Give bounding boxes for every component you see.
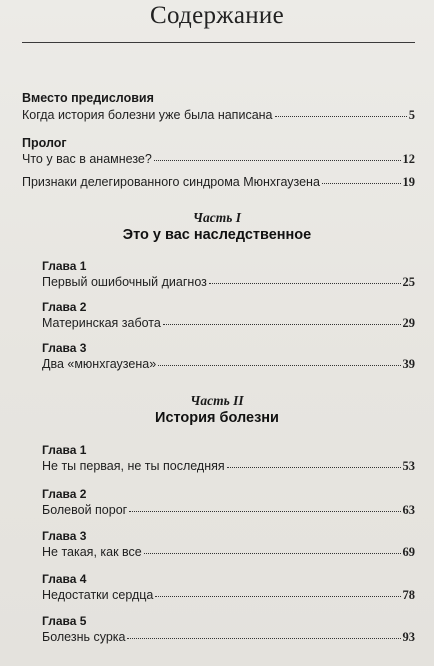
part-1-label: Часть I <box>192 210 242 225</box>
part-1-chapter-3-label: Глава 3 <box>42 341 87 355</box>
toc-entry-part-2-chapter-2[interactable] <box>42 503 415 518</box>
entry-title: Не такая, как все <box>42 545 142 559</box>
entry-title: Признаки делегированного синдрома Мюнхгаузена <box>22 175 320 189</box>
toc-entry-prologue-2[interactable] <box>22 175 415 190</box>
page-number: 12 <box>402 152 415 166</box>
toc-entry-part-1-chapter-3[interactable] <box>42 357 415 372</box>
preface-heading: Вместо предисловия <box>22 91 154 105</box>
page-number: 53 <box>402 459 415 473</box>
page-title: Содержание <box>150 2 284 29</box>
dot-leader <box>163 323 401 325</box>
part-2-chapter-2-label: Глава 2 <box>42 487 87 501</box>
prologue-heading: Пролог <box>22 136 67 150</box>
title-rule <box>22 42 415 43</box>
toc-entry-part-1-chapter-1[interactable] <box>42 275 415 290</box>
dot-leader <box>209 282 401 284</box>
toc-entry-part-1-chapter-2[interactable] <box>42 316 415 331</box>
entry-title: Когда история болезни уже была написана <box>22 108 273 122</box>
dot-leader <box>155 595 400 597</box>
entry-title: Недостатки сердца <box>42 588 154 602</box>
dot-leader <box>129 510 400 512</box>
dot-leader <box>144 552 401 554</box>
part-1-chapter-1-label: Глава 1 <box>42 259 87 273</box>
part-2-label: Часть II <box>190 393 244 408</box>
toc-entry-part-2-chapter-3[interactable] <box>42 545 415 560</box>
toc-entry-prologue-1[interactable] <box>22 152 415 167</box>
dot-leader <box>158 364 400 366</box>
dot-leader <box>275 115 407 117</box>
part-2-chapter-4-label: Глава 4 <box>42 572 87 586</box>
toc-entry-part-2-chapter-1[interactable] <box>42 459 415 474</box>
page-number: 93 <box>402 630 415 644</box>
page-number: 63 <box>402 503 415 517</box>
entry-title: Два «мюнхгаузена» <box>42 357 157 371</box>
part-1-title: Это у вас наследственное <box>122 227 312 243</box>
dot-leader <box>322 182 401 184</box>
dot-leader <box>154 159 401 161</box>
toc-entry-preface[interactable] <box>22 108 415 123</box>
part-2-chapter-1-label: Глава 1 <box>42 443 87 457</box>
entry-title: Болевой порог <box>42 503 128 517</box>
toc-entry-part-2-chapter-4[interactable] <box>42 588 415 603</box>
dot-leader <box>127 637 400 639</box>
page-number: 29 <box>402 316 415 330</box>
part-2-chapter-5-label: Глава 5 <box>42 614 87 628</box>
entry-title: Что у вас в анамнезе? <box>22 152 152 166</box>
page-number: 78 <box>402 588 415 602</box>
page-number: 5 <box>408 108 415 122</box>
page-number: 25 <box>402 275 415 289</box>
part-2-title: История болезни <box>155 410 279 426</box>
page-number: 69 <box>402 545 415 559</box>
part-2-chapter-3-label: Глава 3 <box>42 529 87 543</box>
part-1-chapter-2-label: Глава 2 <box>42 300 87 314</box>
dot-leader <box>227 466 401 468</box>
entry-title: Материнская забота <box>42 316 161 330</box>
page-number: 39 <box>402 357 415 371</box>
entry-title: Первый ошибочный диагноз <box>42 275 207 289</box>
toc-entry-part-2-chapter-5[interactable] <box>42 630 415 645</box>
entry-title: Не ты первая, не ты последняя <box>42 459 225 473</box>
entry-title: Болезнь сурка <box>42 630 126 644</box>
page-number: 19 <box>402 175 415 189</box>
